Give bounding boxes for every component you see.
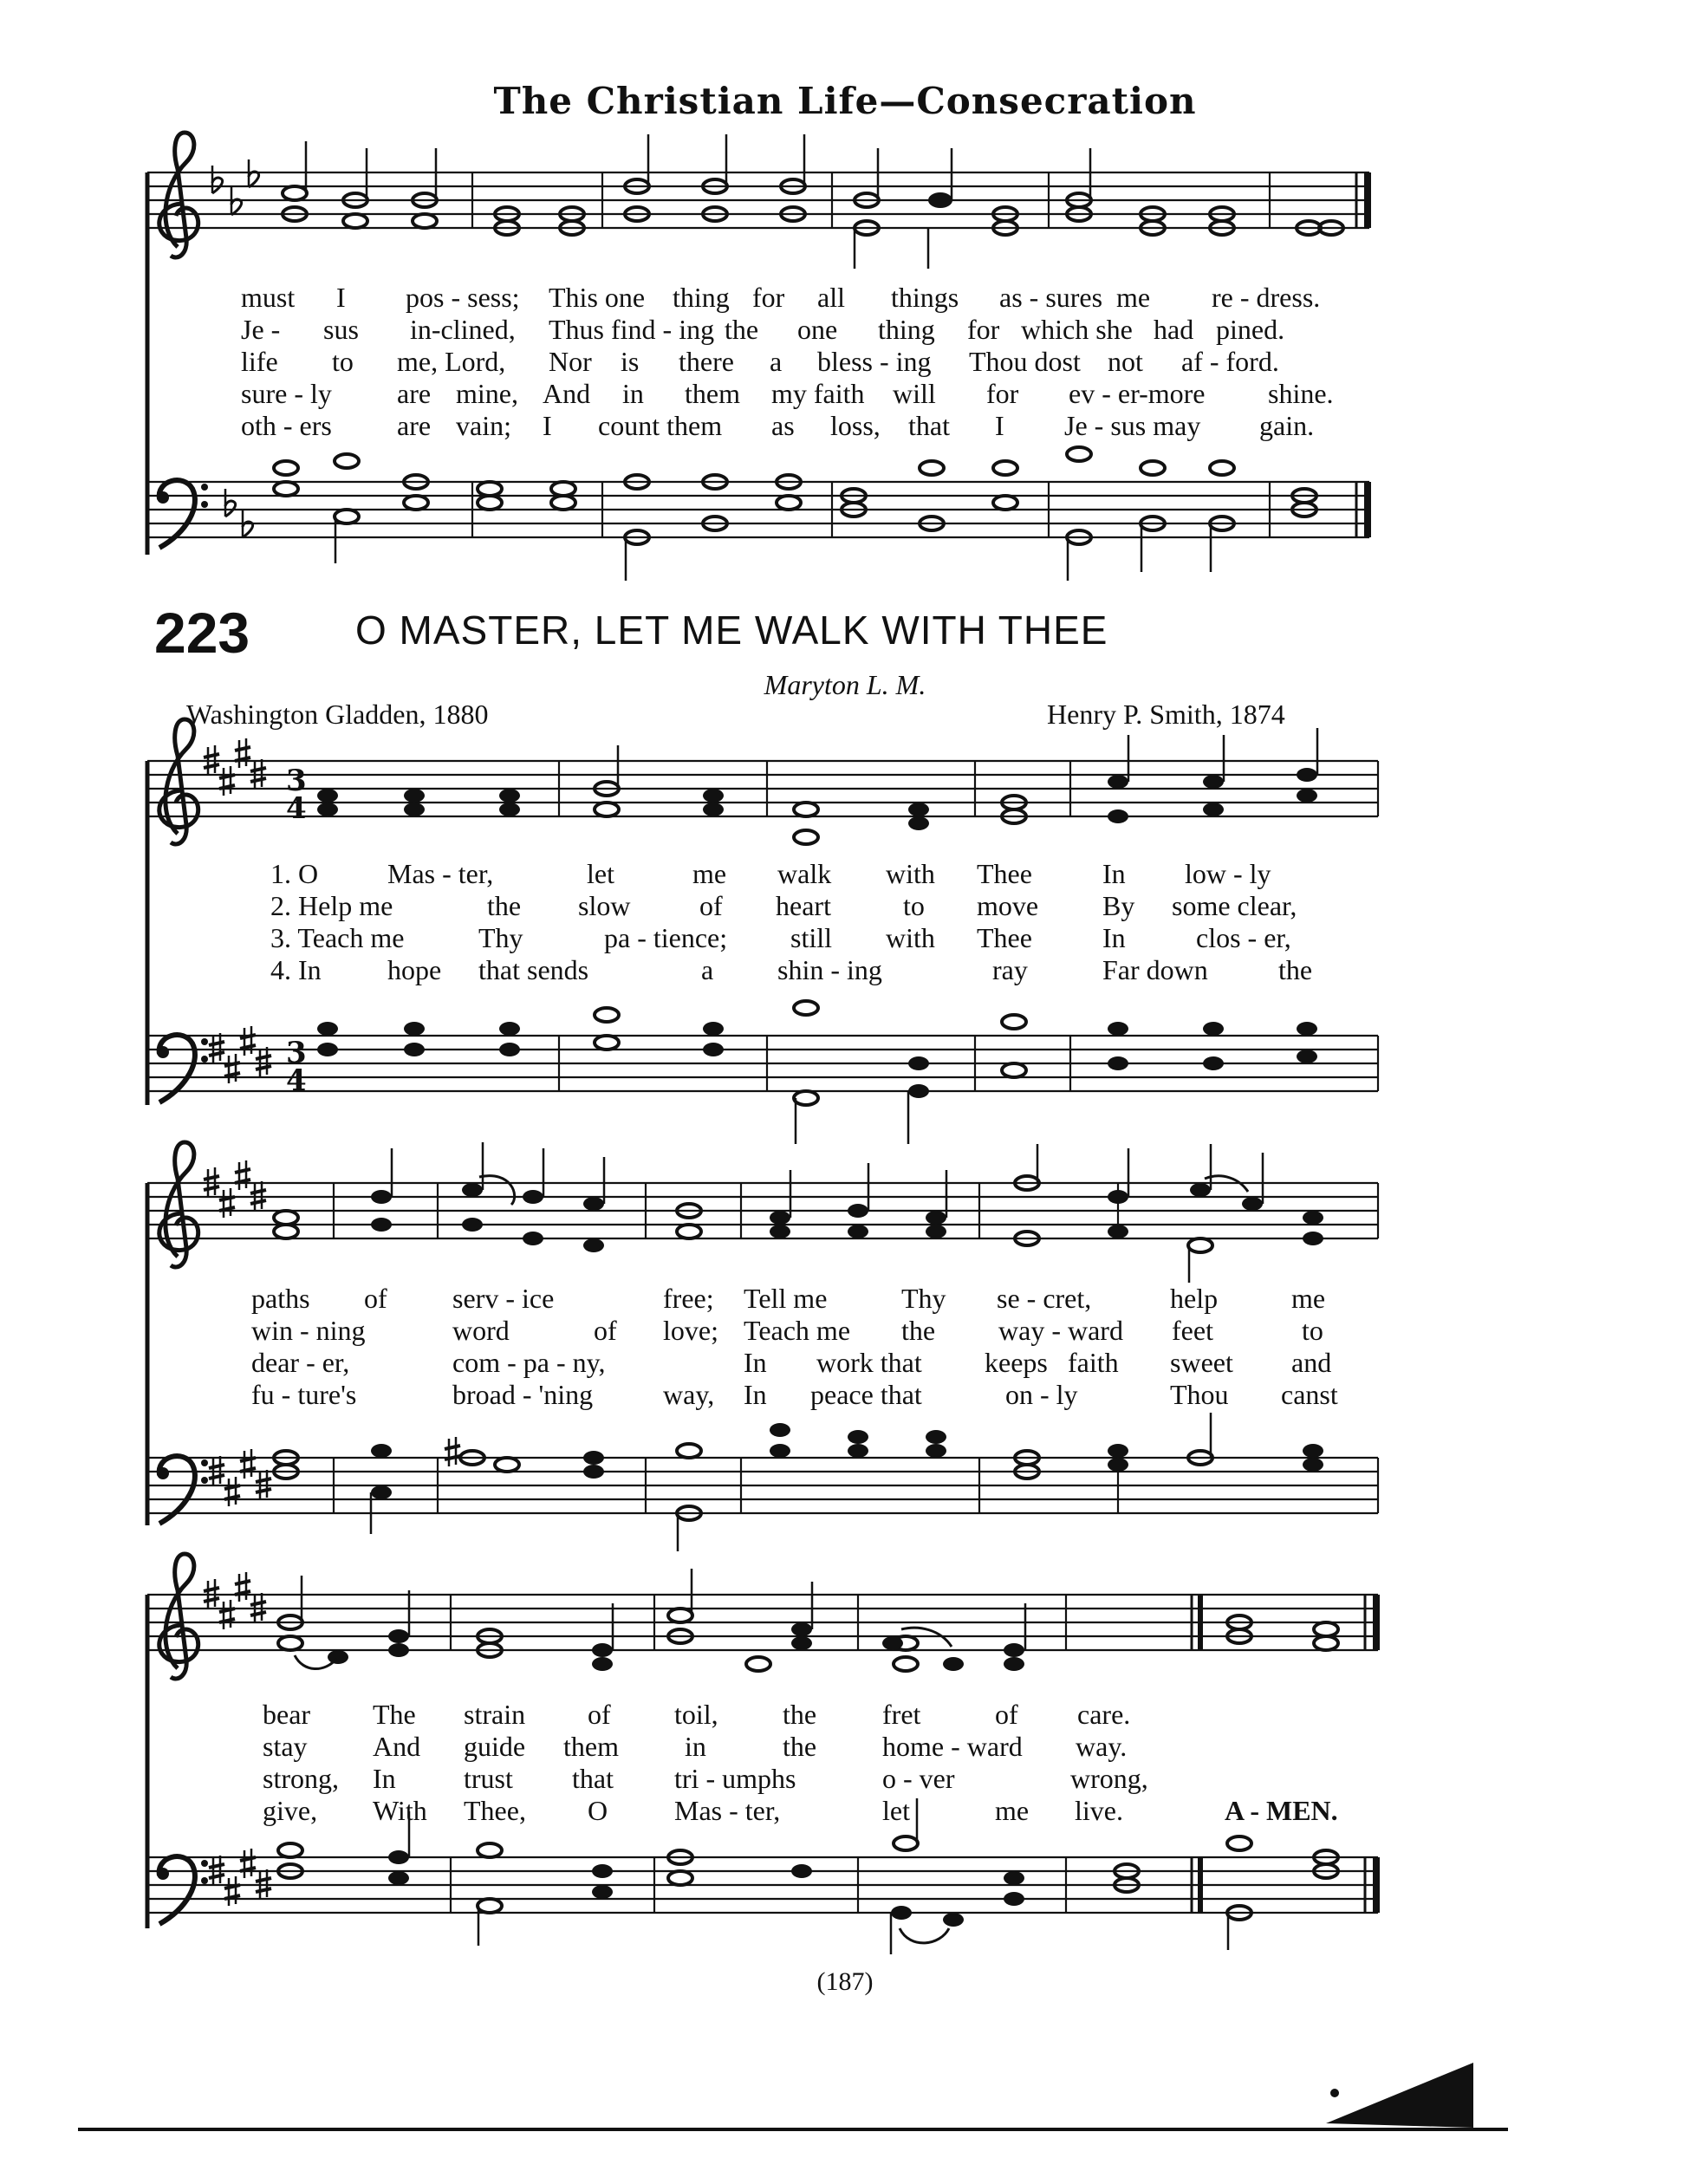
lyric-word: re - dress.	[1212, 282, 1321, 313]
lyric-word: O	[588, 1795, 608, 1826]
lyric-word: 3. Teach me	[270, 922, 405, 953]
lyric-word: me, Lord,	[397, 346, 506, 377]
lyric-word: sure - ly	[241, 378, 332, 409]
lyric-word: I	[543, 410, 552, 441]
lyric-word: free;	[663, 1283, 714, 1314]
lyric-word: In	[1102, 922, 1126, 953]
system2-bass-staff	[147, 1413, 1378, 1551]
lyric-word: to	[903, 890, 925, 921]
lyric-word: pos - sess;	[406, 282, 520, 313]
lyric-word: sweet	[1170, 1347, 1233, 1378]
composer-credit: Henry P. Smith, 1874	[1047, 699, 1285, 730]
lyric-word: is	[621, 346, 640, 377]
lyric-word: them	[685, 378, 740, 409]
lyric-word: them	[563, 1731, 619, 1762]
lyric-word: for	[752, 282, 785, 313]
lyric-word: Thy	[901, 1283, 946, 1314]
lyric-word: Thus find - ing	[549, 314, 715, 345]
lyric-word: a	[701, 954, 714, 985]
lyric-word: to	[1302, 1315, 1323, 1346]
lyric-word: for	[967, 314, 1000, 345]
lyric-word: Thou	[1170, 1379, 1229, 1410]
lyric-word: ray	[992, 954, 1028, 985]
lyric-word: paths	[251, 1283, 310, 1314]
lyric-word: Tell me	[744, 1283, 828, 1314]
running-head: The Christian Life—Consecration	[493, 80, 1197, 122]
svg-text:3: 3	[286, 764, 307, 798]
lyric-word: fret	[882, 1699, 921, 1730]
lyric-word: let	[882, 1795, 910, 1826]
lyric-word: the	[783, 1731, 817, 1762]
author-credit: Washington Gladden, 1880	[186, 699, 489, 730]
lyric-word: home - ward	[882, 1731, 1023, 1762]
lyric-word: wrong,	[1070, 1763, 1148, 1794]
lyric-word: o - ver	[882, 1763, 955, 1794]
lyric-word: sus	[323, 314, 359, 345]
lyric-word: thing	[878, 314, 935, 345]
lyric-word: canst	[1281, 1379, 1338, 1410]
lyric-word: there	[679, 346, 734, 377]
lyric-word: some clear,	[1172, 890, 1297, 921]
lyric-word: trust	[464, 1763, 513, 1794]
hymn-number: 223	[154, 601, 250, 665]
lyric-word: bear	[263, 1699, 311, 1730]
lyric-word: The	[373, 1699, 416, 1730]
svg-text:3: 3	[286, 1036, 307, 1070]
lyric-word: help	[1170, 1283, 1219, 1314]
lyric-word: Thee,	[464, 1795, 526, 1826]
lyric-word: pa - tience;	[604, 922, 728, 953]
lyric-word: still	[790, 922, 833, 953]
lyric-word: me	[692, 858, 727, 889]
lyric-word: mine,	[456, 378, 518, 409]
lyric-word: This one	[549, 282, 646, 313]
lyric-word: dear - er,	[251, 1347, 350, 1378]
lyric-word: one	[797, 314, 838, 345]
lyric-word: that	[908, 410, 950, 441]
lyric-word: way,	[663, 1379, 715, 1410]
lyric-word: walk	[777, 858, 832, 889]
bottom-rule	[78, 2128, 1508, 2131]
lyric-word: shin - ing	[777, 954, 882, 985]
lyric-word: on - ly	[1005, 1379, 1078, 1410]
lyric-word: thing	[673, 282, 730, 313]
lyric-word: serv - ice	[452, 1283, 555, 1314]
lyric-word: with	[886, 922, 935, 953]
lyric-word: bless - ing	[817, 346, 932, 377]
lyric-word: pined.	[1216, 314, 1285, 345]
lyric-word: keeps	[985, 1347, 1048, 1378]
system3-treble-staff	[147, 1554, 1378, 1928]
lyric-word: And	[373, 1731, 421, 1762]
lyric-word: life	[241, 346, 278, 377]
lyric-word: a	[770, 346, 783, 377]
lyric-word: for	[986, 378, 1019, 409]
lyric-word: in	[622, 378, 644, 409]
hymn-title: O MASTER, LET ME WALK WITH THEE	[355, 608, 1108, 653]
lyric-word: me	[1116, 282, 1151, 313]
lyric-word: and	[1291, 1347, 1332, 1378]
lyric-word: In	[744, 1347, 767, 1378]
lyric-word: all	[817, 282, 845, 313]
lyric-word: the	[1278, 954, 1313, 985]
lyric-word: me	[1291, 1283, 1326, 1314]
lyric-word: ev - er-more	[1069, 378, 1206, 409]
lyric-word: of	[995, 1699, 1018, 1730]
lyric-word: vain;	[456, 410, 511, 441]
lyric-word: which she	[1021, 314, 1133, 345]
lyric-word: in-clined,	[410, 314, 516, 345]
lyric-word: in	[685, 1731, 706, 1762]
svg-text:4: 4	[286, 1063, 307, 1098]
lyric-word: count them	[598, 410, 723, 441]
lyric-word: not	[1108, 346, 1143, 377]
lyric-word: I	[995, 410, 1004, 441]
lyric-word: I	[336, 282, 346, 313]
lyric-word: faith	[1068, 1347, 1119, 1378]
lyric-word: strain	[464, 1699, 526, 1730]
lyric-word: as	[771, 410, 795, 441]
lyric-word: live.	[1075, 1795, 1123, 1826]
lyric-word: tri - umphs	[674, 1763, 796, 1794]
svg-text:4: 4	[286, 791, 307, 826]
lyric-word: love;	[663, 1315, 718, 1346]
lyric-word: 2. Help me	[270, 890, 393, 921]
lyric-word: hope	[387, 954, 442, 985]
lyric-word: broad - 'ning	[452, 1379, 594, 1410]
lyric-word: clos - er,	[1196, 922, 1291, 953]
lyric-word: let	[587, 858, 614, 889]
lyric-word: had	[1154, 314, 1194, 345]
lyric-word: stay	[263, 1731, 308, 1762]
lyric-word: word	[452, 1315, 510, 1346]
lyric-word: Je - sus may	[1064, 410, 1201, 441]
lyric-word: of	[364, 1283, 387, 1314]
lyric-word: And	[543, 378, 591, 409]
page-number: (187)	[816, 1967, 874, 1996]
lyric-word: are	[397, 378, 432, 409]
tune-name: Maryton L. M.	[764, 669, 926, 700]
lyric-word: work that	[816, 1347, 922, 1378]
lyric-word: gain.	[1259, 410, 1315, 441]
lyric-word: loss,	[830, 410, 881, 441]
lyric-word: the	[487, 890, 522, 921]
lyric-word: oth - ers	[241, 410, 332, 441]
lyric-word: with	[886, 858, 935, 889]
lyric-word: 1. O	[270, 858, 319, 889]
lyric-word: Mas - ter,	[387, 858, 494, 889]
lyric-word: Thou dost	[969, 346, 1081, 377]
lyric-word: give,	[263, 1795, 318, 1826]
amen-label: A - MEN.	[1225, 1795, 1338, 1826]
lyric-word: Thy	[478, 922, 523, 953]
lyric-word: way.	[1076, 1731, 1128, 1762]
lyric-word: heart	[776, 890, 831, 921]
prev-bass-staff	[147, 447, 1369, 581]
lyric-word: With	[373, 1795, 427, 1826]
lyric-word: care.	[1077, 1699, 1131, 1730]
lyric-word: Nor	[549, 346, 592, 377]
lyric-word: that sends	[478, 954, 589, 985]
lyric-word: the	[901, 1315, 936, 1346]
lyric-word: fu - ture's	[251, 1379, 357, 1410]
lyric-word: In	[744, 1379, 767, 1410]
lyric-word: com - pa - ny,	[452, 1347, 606, 1378]
lyric-word: of	[594, 1315, 617, 1346]
lyric-word: will	[893, 378, 936, 409]
lyric-word: 4. In	[270, 954, 322, 985]
lyric-word: feet	[1172, 1315, 1213, 1346]
lyric-word: Thee	[977, 858, 1032, 889]
lyric-word: strong,	[263, 1763, 339, 1794]
system1-bass-staff	[147, 1001, 1378, 1144]
lyric-word: as - sures	[999, 282, 1103, 313]
lyric-word: win - ning	[251, 1315, 366, 1346]
lyric-word: are	[397, 410, 432, 441]
lyric-word: Thee	[977, 922, 1032, 953]
lyric-word: toil,	[674, 1699, 718, 1730]
lyric-word: Far down	[1102, 954, 1208, 985]
lyric-word: Teach me	[744, 1315, 851, 1346]
lyric-word: things	[891, 282, 959, 313]
lyric-word: guide	[464, 1731, 526, 1762]
lyric-word: peace that	[810, 1379, 922, 1410]
lyric-word: In	[1102, 858, 1126, 889]
lyric-word: must	[241, 282, 296, 313]
lyric-word: By	[1102, 890, 1135, 921]
lyric-word: low - ly	[1185, 858, 1271, 889]
lyric-word: of	[699, 890, 723, 921]
lyric-word: af - ford.	[1181, 346, 1279, 377]
lyric-word: me	[995, 1795, 1030, 1826]
lyric-word: shine.	[1268, 378, 1334, 409]
lyric-word: Je -	[241, 314, 281, 345]
lyric-word: my faith	[771, 378, 865, 409]
lyric-word: the	[783, 1699, 817, 1730]
lyric-word: that	[572, 1763, 614, 1794]
lyric-word: Mas - ter,	[674, 1795, 781, 1826]
lyric-word: slow	[578, 890, 631, 921]
lyric-word: se - cret,	[997, 1283, 1092, 1314]
lyric-word: move	[977, 890, 1039, 921]
lyric-word: to	[332, 346, 354, 377]
scan-corner-artifact	[1317, 2045, 1482, 2132]
lyric-word: In	[373, 1763, 396, 1794]
lyric-word: the	[725, 314, 759, 345]
lyric-word: of	[588, 1699, 611, 1730]
lyric-word: way - ward	[998, 1315, 1123, 1346]
